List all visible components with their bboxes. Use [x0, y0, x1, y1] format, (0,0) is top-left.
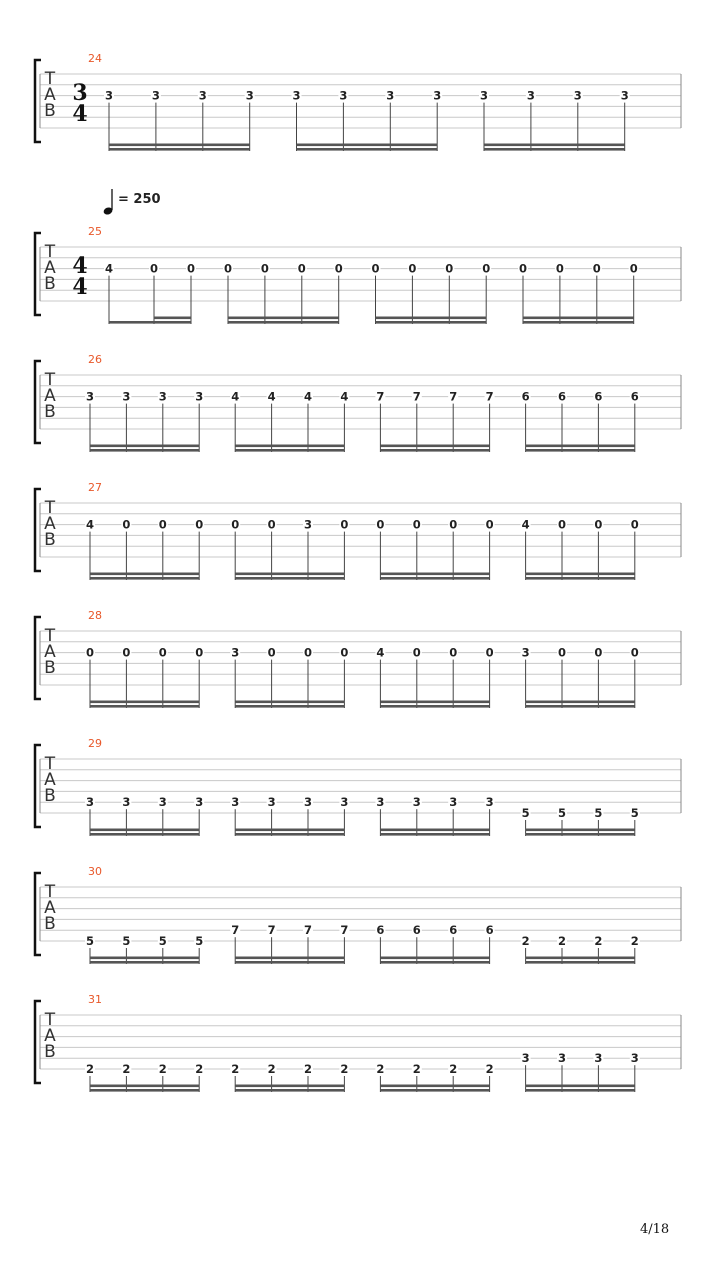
beam: [380, 701, 489, 704]
beam: [380, 705, 489, 708]
beam: [90, 577, 199, 580]
fret-number: 0: [630, 645, 639, 660]
fret-number: 3: [376, 795, 385, 810]
fret-number: 0: [449, 645, 458, 660]
fret-number: 6: [412, 923, 421, 938]
fret-number: 3: [195, 389, 204, 404]
fret-number: 3: [151, 88, 160, 103]
beam: [380, 1089, 489, 1092]
fret-number: 0: [408, 261, 417, 276]
beam: [376, 317, 487, 320]
beam: [526, 449, 635, 452]
beam: [380, 829, 489, 832]
fret-number: 0: [376, 517, 385, 532]
beam: [235, 1089, 344, 1092]
fret-number: 3: [195, 795, 204, 810]
fret-number: 4: [104, 261, 114, 276]
fret-number: 2: [195, 1062, 204, 1076]
beam: [523, 321, 634, 324]
tempo-marking: = 250: [118, 192, 161, 207]
fret-number: 3: [521, 645, 530, 660]
measure-number: 24: [88, 52, 102, 65]
tab-clef-letter: B: [44, 1042, 56, 1062]
tab-clef-letter: T: [44, 370, 56, 390]
fret-number: 3: [521, 1051, 530, 1066]
fret-number: 3: [245, 88, 254, 103]
fret-number: 2: [303, 1062, 313, 1076]
time-signature-top: 3: [72, 80, 88, 106]
fret-number: 6: [376, 923, 385, 938]
fret-number: 4: [376, 645, 385, 660]
fret-number: 3: [339, 88, 348, 103]
fret-number: 3: [292, 88, 301, 103]
beam: [235, 1085, 344, 1088]
fret-number: 6: [594, 389, 603, 404]
fret-number: 3: [267, 795, 276, 810]
tab-clef-letter: A: [44, 514, 56, 534]
fret-number: 0: [340, 517, 349, 532]
fret-number: 6: [485, 923, 494, 938]
fret-number: 6: [449, 923, 458, 938]
fret-number: 3: [158, 389, 167, 404]
fret-number: 7: [303, 923, 313, 938]
measure-number: 26: [88, 353, 102, 366]
beam: [376, 321, 487, 324]
beam: [526, 1085, 635, 1088]
beam: [235, 705, 344, 708]
beam: [90, 833, 199, 836]
fret-number: 2: [557, 934, 567, 948]
beam: [90, 829, 199, 832]
fret-number: 2: [594, 934, 603, 948]
fret-number: 0: [149, 261, 159, 276]
beam: [526, 705, 635, 708]
beam: [380, 573, 489, 576]
fret-number: 0: [592, 261, 601, 276]
beam: [235, 957, 344, 960]
tab-clef-letter: A: [44, 898, 56, 918]
beam: [90, 1089, 199, 1092]
measure-number: 25: [88, 225, 102, 238]
fret-number: 0: [485, 645, 494, 660]
fret-number: 5: [557, 806, 567, 820]
tab-clef-letter: B: [44, 914, 56, 934]
fret-number: 2: [122, 1062, 131, 1076]
fret-number: 3: [630, 1051, 639, 1066]
fret-number: 0: [297, 261, 306, 276]
fret-number: 0: [485, 517, 494, 532]
beam: [90, 705, 199, 708]
beam: [380, 445, 489, 448]
beam: [90, 445, 199, 448]
fret-number: 0: [334, 261, 343, 276]
fret-number: 3: [158, 795, 167, 810]
fret-number: 3: [386, 88, 395, 103]
beam: [526, 829, 635, 832]
fret-number: 4: [303, 389, 313, 404]
tab-clef-letter: B: [44, 786, 56, 806]
measure-number: 28: [88, 609, 102, 622]
fret-number: 7: [449, 389, 458, 404]
tab-clef-letter: T: [44, 242, 56, 262]
fret-number: 3: [412, 795, 421, 810]
fret-number: 0: [629, 261, 638, 276]
fret-number: 0: [122, 645, 131, 660]
fret-number: 3: [122, 389, 131, 404]
beam: [484, 148, 625, 151]
fret-number: 0: [449, 517, 458, 532]
beam: [90, 1085, 199, 1088]
fret-number: 0: [260, 261, 269, 276]
fret-number: 5: [630, 806, 639, 820]
fret-number: 3: [573, 88, 582, 103]
tab-clef-letter: T: [44, 1010, 56, 1030]
tab-clef-letter: B: [44, 658, 56, 678]
fret-number: 0: [594, 517, 603, 532]
fret-number: 0: [303, 645, 313, 660]
fret-number: 5: [158, 934, 167, 948]
tab-clef-letter: T: [44, 754, 56, 774]
measure-number: 29: [88, 737, 102, 750]
fret-number: 3: [620, 88, 629, 103]
beam: [235, 829, 344, 832]
fret-number: 0: [412, 517, 421, 532]
fret-number: 3: [557, 1051, 567, 1066]
fret-number: 7: [376, 389, 385, 404]
fret-number: 3: [526, 88, 535, 103]
fret-number: 4: [267, 389, 276, 404]
fret-number: 0: [557, 517, 567, 532]
fret-number: 2: [340, 1062, 349, 1076]
tab-clef-letter: A: [44, 386, 56, 406]
fret-number: 4: [521, 517, 530, 532]
tab-clef-letter: A: [44, 642, 56, 662]
fret-number: 0: [195, 517, 204, 532]
time-signature-top: 4: [72, 253, 88, 279]
time-signature-bottom: 4: [72, 274, 88, 300]
fret-number: 3: [433, 88, 442, 103]
beam: [380, 833, 489, 836]
beam: [228, 321, 339, 324]
page-number: 4/18: [640, 1222, 670, 1237]
measure-number: 30: [88, 865, 102, 878]
beam: [109, 148, 250, 151]
fret-number: 0: [630, 517, 639, 532]
fret-number: 0: [518, 261, 528, 276]
fret-number: 6: [630, 389, 639, 404]
fret-number: 0: [85, 645, 95, 660]
fret-number: 0: [267, 645, 276, 660]
time-signature-bottom: 4: [72, 101, 88, 127]
beam: [235, 961, 344, 964]
fret-number: 7: [485, 389, 494, 404]
fret-number: 0: [445, 261, 454, 276]
beam: [380, 1085, 489, 1088]
fret-number: 2: [521, 934, 530, 948]
fret-number: 4: [85, 517, 95, 532]
fret-number: 6: [521, 389, 530, 404]
fret-number: 7: [267, 923, 276, 938]
tab-clef-letter: A: [44, 1026, 56, 1046]
tab-clef-letter: B: [44, 402, 56, 422]
fret-number: 5: [521, 806, 530, 820]
fret-number: 3: [122, 795, 131, 810]
fret-number: 2: [485, 1062, 494, 1076]
fret-number: 4: [231, 389, 240, 404]
fret-number: 3: [85, 795, 95, 810]
fret-number: 6: [557, 389, 567, 404]
fret-number: 3: [449, 795, 458, 810]
fret-number: 2: [267, 1062, 276, 1076]
fret-number: 0: [412, 645, 421, 660]
fret-number: 3: [479, 88, 489, 103]
beam: [109, 321, 191, 324]
measure-number: 31: [88, 993, 102, 1006]
beam: [526, 577, 635, 580]
tab-clef-letter: T: [44, 498, 56, 518]
fret-number: 3: [104, 88, 114, 103]
beam: [90, 961, 199, 964]
fret-number: 3: [198, 88, 207, 103]
beam: [90, 957, 199, 960]
fret-number: 0: [223, 261, 233, 276]
tab-clef-letter: A: [44, 258, 56, 278]
fret-number: 2: [85, 1062, 95, 1076]
measure-number: 27: [88, 481, 102, 494]
beam: [523, 317, 634, 320]
fret-number: 2: [412, 1062, 421, 1076]
tab-clef-letter: A: [44, 85, 56, 105]
fret-number: 2: [376, 1062, 385, 1076]
beam: [380, 449, 489, 452]
fret-number: 0: [482, 261, 491, 276]
fret-number: 3: [231, 795, 240, 810]
beam: [109, 144, 250, 147]
fret-number: 4: [340, 389, 349, 404]
fret-number: 7: [412, 389, 421, 404]
beam: [526, 701, 635, 704]
fret-number: 3: [303, 795, 313, 810]
beam: [297, 144, 438, 147]
beam: [90, 449, 199, 452]
beam: [228, 317, 339, 320]
beam: [526, 833, 635, 836]
beam: [154, 317, 191, 320]
fret-number: 0: [555, 261, 564, 276]
beam: [380, 577, 489, 580]
beam: [526, 1089, 635, 1092]
tab-clef-letter: T: [44, 882, 56, 902]
fret-number: 0: [122, 517, 131, 532]
fret-number: 2: [158, 1062, 167, 1076]
beam: [526, 961, 635, 964]
beam: [235, 449, 344, 452]
fret-number: 3: [594, 1051, 603, 1066]
fret-number: 7: [340, 923, 349, 938]
fret-number: 0: [186, 261, 196, 276]
beam: [380, 961, 489, 964]
fret-number: 3: [85, 389, 95, 404]
beam: [526, 445, 635, 448]
beam: [90, 701, 199, 704]
fret-number: 0: [557, 645, 567, 660]
beam: [380, 957, 489, 960]
beam: [235, 573, 344, 576]
tab-clef-letter: T: [44, 69, 56, 89]
beam: [235, 701, 344, 704]
tab-clef-letter: B: [44, 101, 56, 121]
beam: [526, 573, 635, 576]
fret-number: 3: [340, 795, 349, 810]
tab-clef-letter: B: [44, 530, 56, 550]
beam: [235, 577, 344, 580]
fret-number: 3: [303, 517, 313, 532]
fret-number: 0: [195, 645, 204, 660]
tab-clef-letter: T: [44, 626, 56, 646]
fret-number: 0: [371, 261, 380, 276]
tab-clef-letter: B: [44, 274, 56, 294]
beam: [526, 957, 635, 960]
fret-number: 0: [340, 645, 349, 660]
fret-number: 0: [158, 645, 167, 660]
fret-number: 7: [231, 923, 240, 938]
beam: [235, 445, 344, 448]
fret-number: 3: [231, 645, 240, 660]
beam: [90, 573, 199, 576]
fret-number: 5: [594, 806, 603, 820]
fret-number: 3: [485, 795, 494, 810]
fret-number: 2: [630, 934, 639, 948]
beam: [297, 148, 438, 151]
tab-clef-letter: A: [44, 770, 56, 790]
fret-number: 0: [158, 517, 167, 532]
fret-number: 5: [195, 934, 204, 948]
fret-number: 5: [122, 934, 131, 948]
beam: [235, 833, 344, 836]
fret-number: 0: [267, 517, 276, 532]
fret-number: 0: [231, 517, 240, 532]
fret-number: 2: [231, 1062, 240, 1076]
fret-number: 2: [449, 1062, 458, 1076]
beam: [484, 144, 625, 147]
fret-number: 5: [85, 934, 95, 948]
fret-number: 0: [594, 645, 603, 660]
